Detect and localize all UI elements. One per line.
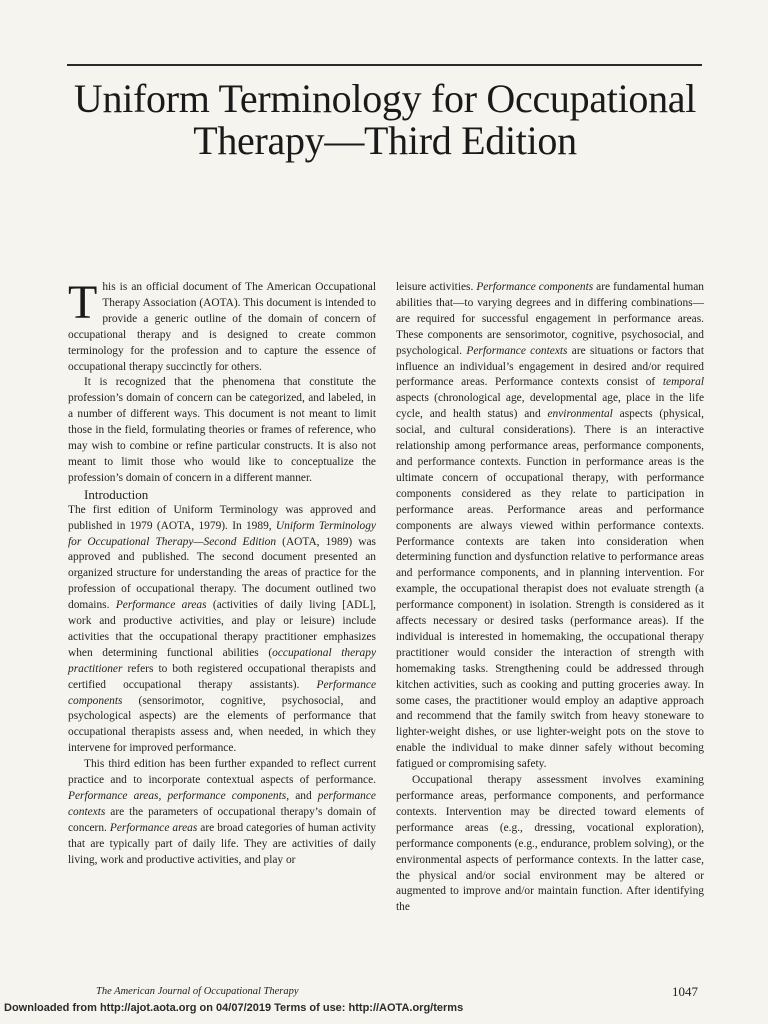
italic-run: Performance areas [115,599,207,612]
text-run: are the parameters of occupational therapy’s domain of concern. [68,805,376,834]
italic-run: environmental [547,408,613,421]
title-line-1: Uniform Terminology for Occupational [73,76,697,121]
drop-cap: T [68,276,98,329]
top-rule [67,64,702,66]
download-notice: Downloaded from http://ajot.aota.org on 04/07/2019 Terms of use: http://AOTA.org/terms [4,1002,464,1014]
italic-run: Performance components [476,281,594,293]
italic-run: performance contexts [68,790,376,818]
italic-run: temporal [662,376,704,389]
opening-paragraph [68,276,376,375]
italic-run: Performance areas, performance components, [68,790,290,802]
text-run: and [289,790,318,802]
paragraph-2: It is recognized that the phenomena that constitute the profession’s domain of concern can be categorized, and labeled, in a number of different ways. This document is not meant to limit those in the field, formulating theories or frames of reference, who may wish to combine or refine particular constructs. It is also not meant to limit those who would like to conceptualize the profession’s domain of concern in a different manner. [68,376,376,484]
introduction-paragraph-2 [68,757,376,868]
left-column [68,276,377,869]
text-run: leisure activities. [396,281,477,293]
introduction-paragraph-1 [68,503,376,758]
right-paragraph-1 [396,280,704,773]
italic-run: Performance components [68,678,376,707]
text-run: (sensorimotor, cognitive, psychosocial, and psychological aspects) are the elements of performance that occupational therapists assess and, when needed, in which they intervene for improved performance. [68,694,376,755]
title-line-2: Therapy—Third Edition [193,118,577,163]
text-run: are fundamental human abilities that—to varying degrees and in differing combinations—are required for successful engagement in performance areas. These components are sensorimotor, cognitive, psychosocial, and psychological. [396,281,704,357]
section-heading-introduction: Introduction [84,486,149,502]
text-run: aspects (chronological age, developmental age, place in the life cycle, and health status) and [396,392,704,421]
text-run: The first edition of Uniform Terminology was approved and published in 1979 (AOTA, 1979). In 1989, [68,503,376,532]
italic-run: Performance areas [109,821,198,834]
text-run: are situations or factors that influence an individual’s engagement in desired and/or required performance areas. Performance contexts consist of [396,344,705,389]
text-run: are broad categories of human activity that are typically part of daily life. They are activities of daily living, work and productive activities, and play or [68,821,376,866]
article-title [60,78,710,162]
italic-run: Uniform Terminology for Occupational Therapy—Second Edition [68,519,376,548]
text-run: (AOTA, 1989) was approved and published. The second document presented an organized structure for understanding the areas of practice for the profession of occupational therapy. The document outlined two domains. [68,535,376,612]
journal-footer: The American Journal of Occupational Therapy [96,986,299,997]
text-run: refers to both registered occupational therapists and certified occupational therapy assistants). [68,662,376,691]
text-run: This third edition has been further expanded to reflect current practice and to incorporate contextual aspects of performance. [68,758,376,787]
right-column [396,280,704,916]
right-paragraph-2: Occupational therapy assessment involves examining performance areas, performance components, and performance contexts. Intervention may be directed toward elements of performance areas (e.g., dressing, vocational exploration), performance components (e.g., endurance, problem solving), or the environmental aspects of performance contexts. In the latter case, the physical and/or social environment may be altered or augmented to improve and/or maintain function. After identifying the [396,774,704,914]
italic-run: Performance contexts [466,344,568,357]
opening-text: his is an official document of The American Occupational Therapy Association (AOTA). This document is intended to provide a generic outline of the domain of concern of occupational therapy and is designed to create common terminology for the profession and to capture the essence of occupational therapy succinctly for others. [68,281,376,373]
italic-run: occupational therapy practitioner [68,646,377,675]
page-number: 1047 [672,984,698,999]
text-run: aspects (physical, social, and cultural considerations). There is an interactive relationship among performance areas, performance components, and performance contexts. Function in performance areas is the ultimate concern of occupational therapy, with performance components considered as they relate to participation in performance areas. Performance areas and performance components are always viewed within performance contexts. Performance contexts are taken into consideration when determining function and dysfunction relative to performance areas and performance components, and in planning intervention. For example, the occupational therapist does not evaluate strength (a performance component) in isolation. Strength is considered as it affects necessary or desired tasks (performance areas). If the individual is interested in homemaking, the occupational therapy practitioner would consider the interaction of strength with homemaking tasks. Strengthening could be addressed through kitchen activities, such as cooking and putting groceries away. In some cases, the practitioner would employ an adaptive approach and recommend that the family switch from heavy stoneware to lighter-weight dishes, or use lighter-weight pots on the stove to enable the individual to make dinner safely without becoming fatigued or compromising safety. [396,408,704,771]
text-run: (activities of daily living [ADL], work and productive activities, and play or leisure) include activities that the occupational therapy practitioner emphasizes when determining functional abilities ( [68,599,377,659]
